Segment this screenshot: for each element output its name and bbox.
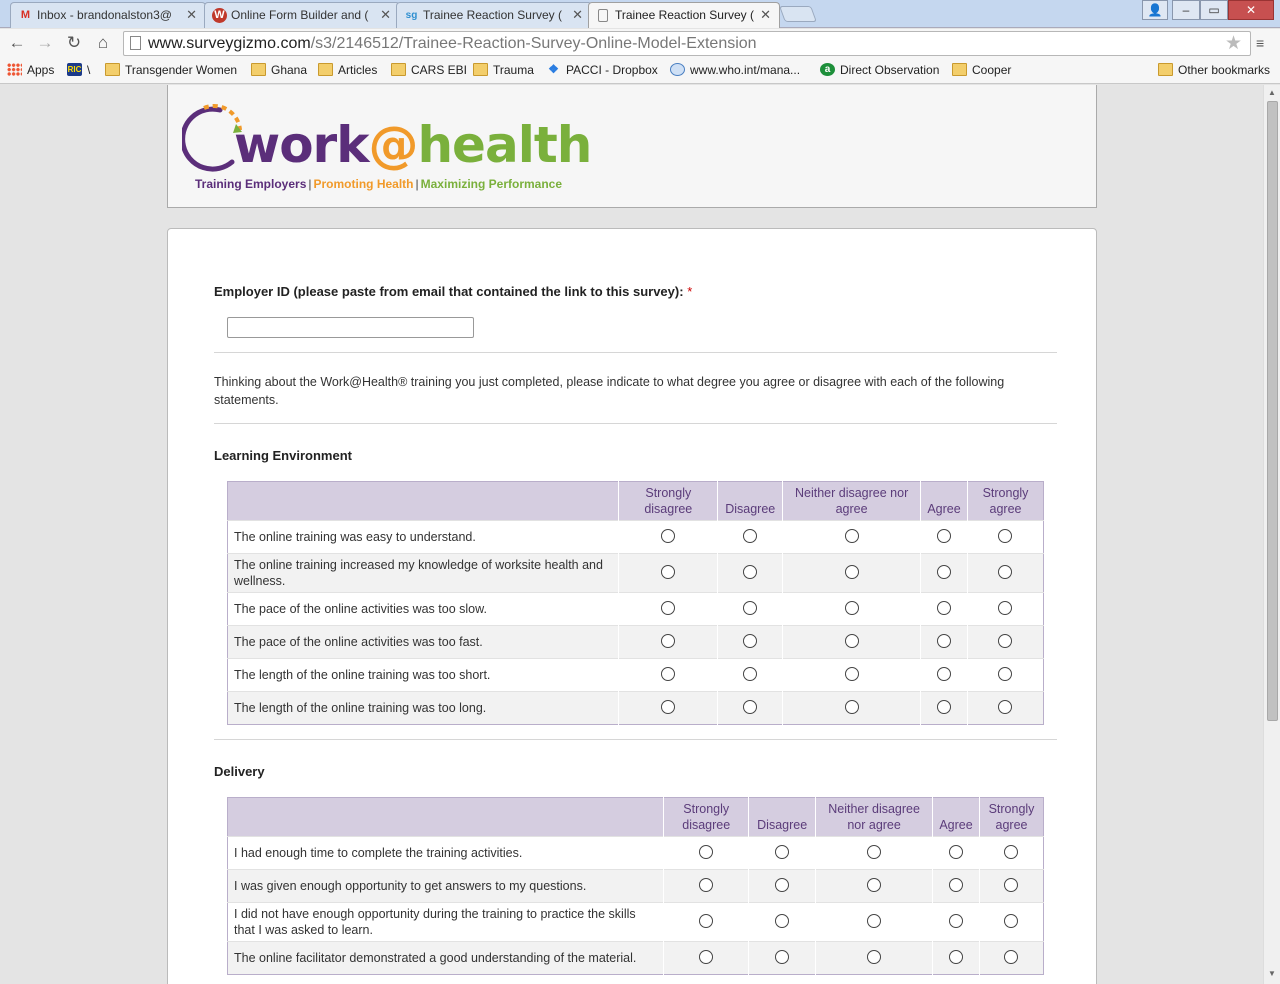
grid-option-cell xyxy=(664,837,749,870)
folder-icon xyxy=(1158,63,1173,76)
grid-option-cell xyxy=(933,903,980,942)
url-path: /s3/2146512/Trainee-Reaction-Survey-Online-Model-Extension xyxy=(310,35,757,52)
grid-option-cell xyxy=(664,942,749,975)
radio-button[interactable] xyxy=(867,950,881,964)
grid-option-cell xyxy=(749,870,816,903)
radio-button[interactable] xyxy=(661,601,675,615)
radio-button[interactable] xyxy=(998,529,1012,543)
grid-option-cell xyxy=(967,659,1043,692)
folder-icon xyxy=(391,63,406,76)
grid-row xyxy=(228,837,1044,870)
wufoo-icon: W xyxy=(212,8,227,23)
bookmark-ric[interactable] xyxy=(67,62,90,78)
grid-option-cell xyxy=(816,903,933,942)
page-icon xyxy=(130,36,141,50)
divider xyxy=(214,423,1057,424)
grid-header-row xyxy=(228,798,1044,837)
grid-column-header: Strongly disagree xyxy=(619,482,718,521)
employer-id-input[interactable] xyxy=(227,317,474,338)
section-title-delivery: Delivery xyxy=(214,764,265,779)
ric-icon: RIC xyxy=(67,65,82,74)
grid-row-statement: The length of the online training was too long. xyxy=(228,692,619,725)
folder-icon xyxy=(473,63,488,76)
radio-button[interactable] xyxy=(1004,950,1018,964)
grid-option-cell xyxy=(783,521,921,554)
grid-option-cell xyxy=(979,870,1043,903)
radio-button[interactable] xyxy=(775,878,789,892)
tab-label: Trainee Reaction Survey ( xyxy=(615,8,754,22)
grid-option-cell xyxy=(718,626,783,659)
bookmark-label: Direct Observation xyxy=(840,63,940,77)
tab-active-survey[interactable] xyxy=(588,2,780,28)
radio-button[interactable] xyxy=(699,878,713,892)
bookmark-label: www.who.int/mana... xyxy=(690,63,801,77)
bookmark-folder[interactable] xyxy=(473,62,534,78)
radio-button[interactable] xyxy=(743,634,757,648)
bookmark-label: \ xyxy=(87,63,91,77)
radio-button[interactable] xyxy=(867,878,881,892)
bookmark-folder[interactable] xyxy=(251,62,307,78)
radio-button[interactable] xyxy=(998,565,1012,579)
page-icon xyxy=(598,9,608,22)
grid-option-cell xyxy=(967,626,1043,659)
radio-button[interactable] xyxy=(845,700,859,714)
radio-button[interactable] xyxy=(867,845,881,859)
radio-button[interactable] xyxy=(937,565,951,579)
grid-column-header: Neither disagree nor agree xyxy=(816,798,933,837)
survey-form xyxy=(167,228,1097,984)
radio-button[interactable] xyxy=(1004,878,1018,892)
radio-button[interactable] xyxy=(661,667,675,681)
bookmark-label: Other bookmarks xyxy=(1178,63,1271,77)
grid-row-statement: The length of the online training was too short. xyxy=(228,659,619,692)
bookmark-folder[interactable] xyxy=(105,62,237,78)
forward-arrow-icon[interactable]: → xyxy=(36,33,54,52)
grid-column-header: Agree xyxy=(921,482,968,521)
section-title-learning-environment: Learning Environment xyxy=(214,448,352,463)
grid-option-cell xyxy=(619,554,718,593)
grid-row-statement: I was given enough opportunity to get answers to my questions. xyxy=(228,870,664,903)
grid-option-cell xyxy=(749,942,816,975)
bookmark-dropbox[interactable] xyxy=(546,62,658,78)
tab-label: Trainee Reaction Survey ( xyxy=(423,8,562,22)
employer-id-label: Employer ID (please paste from email that contained the link to this survey): * xyxy=(214,284,693,299)
grid-option-cell xyxy=(783,659,921,692)
grid-row-statement: I had enough time to complete the training activities. xyxy=(228,837,664,870)
grid-row-statement: The online training increased my knowledge of worksite health and wellness. xyxy=(228,554,619,593)
page-scrollbar[interactable] xyxy=(1263,85,1280,984)
folder-icon xyxy=(952,63,967,76)
radio-button[interactable] xyxy=(845,601,859,615)
grid-option-cell xyxy=(664,903,749,942)
radio-button[interactable] xyxy=(937,634,951,648)
grid-option-cell xyxy=(718,521,783,554)
radio-button[interactable] xyxy=(743,601,757,615)
grid-option-cell xyxy=(816,942,933,975)
page-viewport xyxy=(0,85,1263,984)
bookmark-label: Articles xyxy=(338,63,378,77)
maximize-button[interactable]: ▭ xyxy=(1200,0,1228,20)
logo-wordmark: work@health xyxy=(234,116,592,174)
green-a-icon: a xyxy=(820,63,835,76)
required-mark: * xyxy=(687,284,693,299)
radio-button[interactable] xyxy=(775,914,789,928)
grid-row-statement: The pace of the online activities was too slow. xyxy=(228,593,619,626)
grid-option-cell xyxy=(718,692,783,725)
radio-button[interactable] xyxy=(867,914,881,928)
radio-button[interactable] xyxy=(845,529,859,543)
radio-button[interactable] xyxy=(949,950,963,964)
tab-label: Online Form Builder and ( xyxy=(231,8,369,22)
grid-option-cell xyxy=(619,659,718,692)
grid-header-blank xyxy=(228,798,664,837)
grid-option-cell xyxy=(979,837,1043,870)
bookmark-label: PACCI - Dropbox xyxy=(566,63,658,77)
grid-column-header: Neither disagree nor agree xyxy=(783,482,921,521)
radio-button[interactable] xyxy=(937,667,951,681)
bookmark-label: CARS EBI xyxy=(411,63,468,77)
radio-button[interactable] xyxy=(661,529,675,543)
radio-button[interactable] xyxy=(937,601,951,615)
radio-button[interactable] xyxy=(743,667,757,681)
survey-header xyxy=(167,85,1097,208)
grid-option-cell xyxy=(933,870,980,903)
grid-option-cell xyxy=(933,837,980,870)
minimize-button[interactable]: – xyxy=(1172,0,1200,20)
bookmark-other[interactable] xyxy=(1158,62,1270,78)
gmail-icon: M xyxy=(20,9,31,21)
radio-button[interactable] xyxy=(845,634,859,648)
radio-button[interactable] xyxy=(699,845,713,859)
radio-button[interactable] xyxy=(1004,914,1018,928)
radio-button[interactable] xyxy=(661,634,675,648)
grid-option-cell xyxy=(783,692,921,725)
tab-surveygizmo[interactable] xyxy=(396,2,592,28)
browser-titlebar xyxy=(0,0,1280,28)
grid-option-cell xyxy=(664,870,749,903)
divider xyxy=(214,352,1057,353)
logo-swirl-icon xyxy=(182,100,242,175)
grid-option-cell xyxy=(749,903,816,942)
grid-option-cell xyxy=(921,692,968,725)
grid-column-header: Agree xyxy=(933,798,980,837)
close-icon[interactable]: ✕ xyxy=(380,7,391,22)
bookmark-star-icon[interactable]: ★ xyxy=(1224,33,1242,54)
radio-button[interactable] xyxy=(845,667,859,681)
grid-row xyxy=(228,521,1044,554)
grid-option-cell xyxy=(783,626,921,659)
grid-row-statement: I did not have enough opportunity during the training to practice the skills that I was asked to learn. xyxy=(228,903,664,942)
bookmark-label: Transgender Women xyxy=(125,63,238,77)
grid-option-cell xyxy=(816,870,933,903)
tab-label: Inbox - brandonalston3@ xyxy=(37,8,172,22)
bookmark-apps[interactable] xyxy=(7,62,54,78)
reload-icon[interactable]: ↻ xyxy=(66,33,82,52)
grid-option-cell xyxy=(718,659,783,692)
radio-button[interactable] xyxy=(845,565,859,579)
grid-option-cell xyxy=(979,942,1043,975)
grid-row xyxy=(228,593,1044,626)
radio-button[interactable] xyxy=(661,700,675,714)
radio-button[interactable] xyxy=(998,634,1012,648)
bookmark-label: Ghana xyxy=(271,63,308,77)
radio-button[interactable] xyxy=(661,565,675,579)
grid-row-statement: The online training was easy to understand. xyxy=(228,521,619,554)
bookmark-label: Apps xyxy=(27,63,55,77)
tab-wufoo[interactable] xyxy=(204,2,400,28)
grid-option-cell xyxy=(967,554,1043,593)
grid-option-cell xyxy=(718,554,783,593)
grid-column-header: Disagree xyxy=(749,798,816,837)
grid-option-cell xyxy=(718,593,783,626)
bookmark-folder[interactable] xyxy=(391,62,467,78)
new-tab-button[interactable] xyxy=(779,6,817,22)
radio-button[interactable] xyxy=(937,700,951,714)
divider xyxy=(214,739,1057,740)
grid-row-statement: The online facilitator demonstrated a good understanding of the material. xyxy=(228,942,664,975)
grid-option-cell xyxy=(783,554,921,593)
scroll-down-icon[interactable]: ▼ xyxy=(1268,969,1276,978)
radio-button[interactable] xyxy=(743,565,757,579)
radio-button[interactable] xyxy=(949,878,963,892)
back-arrow-icon[interactable]: ← xyxy=(8,33,26,52)
grid-option-cell xyxy=(967,692,1043,725)
grid-header-blank xyxy=(228,482,619,521)
grid-row xyxy=(228,659,1044,692)
grid-row xyxy=(228,554,1044,593)
grid-column-header: Strongly agree xyxy=(967,482,1043,521)
grid-row xyxy=(228,942,1044,975)
radio-button[interactable] xyxy=(998,601,1012,615)
grid-option-cell xyxy=(619,521,718,554)
grid-option-cell xyxy=(619,692,718,725)
window-close-button[interactable]: ✕ xyxy=(1228,0,1274,20)
likert-grid-delivery xyxy=(227,797,1044,975)
grid-option-cell xyxy=(816,837,933,870)
grid-option-cell xyxy=(921,659,968,692)
grid-option-cell xyxy=(921,626,968,659)
bookmark-direct-observation[interactable] xyxy=(820,62,939,78)
url-host: www.surveygizmo.com xyxy=(148,35,311,52)
grid-column-header: Strongly disagree xyxy=(664,798,749,837)
grid-header-row xyxy=(228,482,1044,521)
radio-button[interactable] xyxy=(949,845,963,859)
radio-button[interactable] xyxy=(998,700,1012,714)
home-icon[interactable]: ⌂ xyxy=(97,33,109,52)
grid-row xyxy=(228,626,1044,659)
user-icon[interactable]: 👤 xyxy=(1142,0,1168,20)
grid-row-statement: The pace of the online activities was too fast. xyxy=(228,626,619,659)
logo-tagline: Training Employers | Promoting Health | Maximizing Performance xyxy=(195,177,563,191)
dropbox-icon: ❖ xyxy=(548,62,559,76)
folder-icon xyxy=(251,63,266,76)
grid-option-cell xyxy=(933,942,980,975)
scrollbar-thumb[interactable] xyxy=(1267,101,1278,721)
likert-grid-learning-environment xyxy=(227,481,1044,725)
radio-button[interactable] xyxy=(699,914,713,928)
apps-grid-icon xyxy=(7,63,22,76)
radio-button[interactable] xyxy=(937,529,951,543)
radio-button[interactable] xyxy=(1004,845,1018,859)
radio-button[interactable] xyxy=(699,950,713,964)
radio-button[interactable] xyxy=(998,667,1012,681)
globe-icon xyxy=(670,63,685,76)
grid-option-cell xyxy=(979,903,1043,942)
grid-option-cell xyxy=(619,626,718,659)
tab-gmail[interactable] xyxy=(10,2,206,28)
grid-option-cell xyxy=(921,554,968,593)
grid-row xyxy=(228,903,1044,942)
bookmark-folder[interactable] xyxy=(318,62,377,78)
scroll-up-icon[interactable]: ▲ xyxy=(1268,88,1276,97)
grid-column-header: Disagree xyxy=(718,482,783,521)
grid-option-cell xyxy=(921,593,968,626)
grid-option-cell xyxy=(783,593,921,626)
work-at-health-logo xyxy=(182,95,592,195)
bookmarks-bar xyxy=(0,58,1280,84)
surveygizmo-icon: sg xyxy=(405,10,418,21)
folder-icon xyxy=(318,63,333,76)
grid-option-cell xyxy=(619,593,718,626)
grid-option-cell xyxy=(749,837,816,870)
close-icon[interactable]: ✕ xyxy=(760,7,771,22)
close-icon[interactable]: ✕ xyxy=(186,7,197,22)
bookmark-folder[interactable] xyxy=(952,62,1011,78)
chrome-menu-icon[interactable]: ≡ xyxy=(1256,35,1265,51)
grid-option-cell xyxy=(967,593,1043,626)
bookmark-label: Trauma xyxy=(493,63,534,77)
grid-option-cell xyxy=(967,521,1043,554)
bookmark-who[interactable] xyxy=(670,62,800,78)
grid-column-header: Strongly agree xyxy=(979,798,1043,837)
radio-button[interactable] xyxy=(743,529,757,543)
radio-button[interactable] xyxy=(743,700,757,714)
radio-button[interactable] xyxy=(949,914,963,928)
grid-option-cell xyxy=(921,521,968,554)
address-bar[interactable] xyxy=(123,31,1251,56)
grid-row xyxy=(228,692,1044,725)
close-icon[interactable]: ✕ xyxy=(572,7,583,22)
radio-button[interactable] xyxy=(775,845,789,859)
folder-icon xyxy=(105,63,120,76)
grid-row xyxy=(228,870,1044,903)
instructions-text: Thinking about the Work@Health® training you just completed, please indicate to what degree you agree or disagree with each of the following statements. xyxy=(214,375,1005,407)
bookmark-label: Cooper xyxy=(972,63,1012,77)
radio-button[interactable] xyxy=(775,950,789,964)
